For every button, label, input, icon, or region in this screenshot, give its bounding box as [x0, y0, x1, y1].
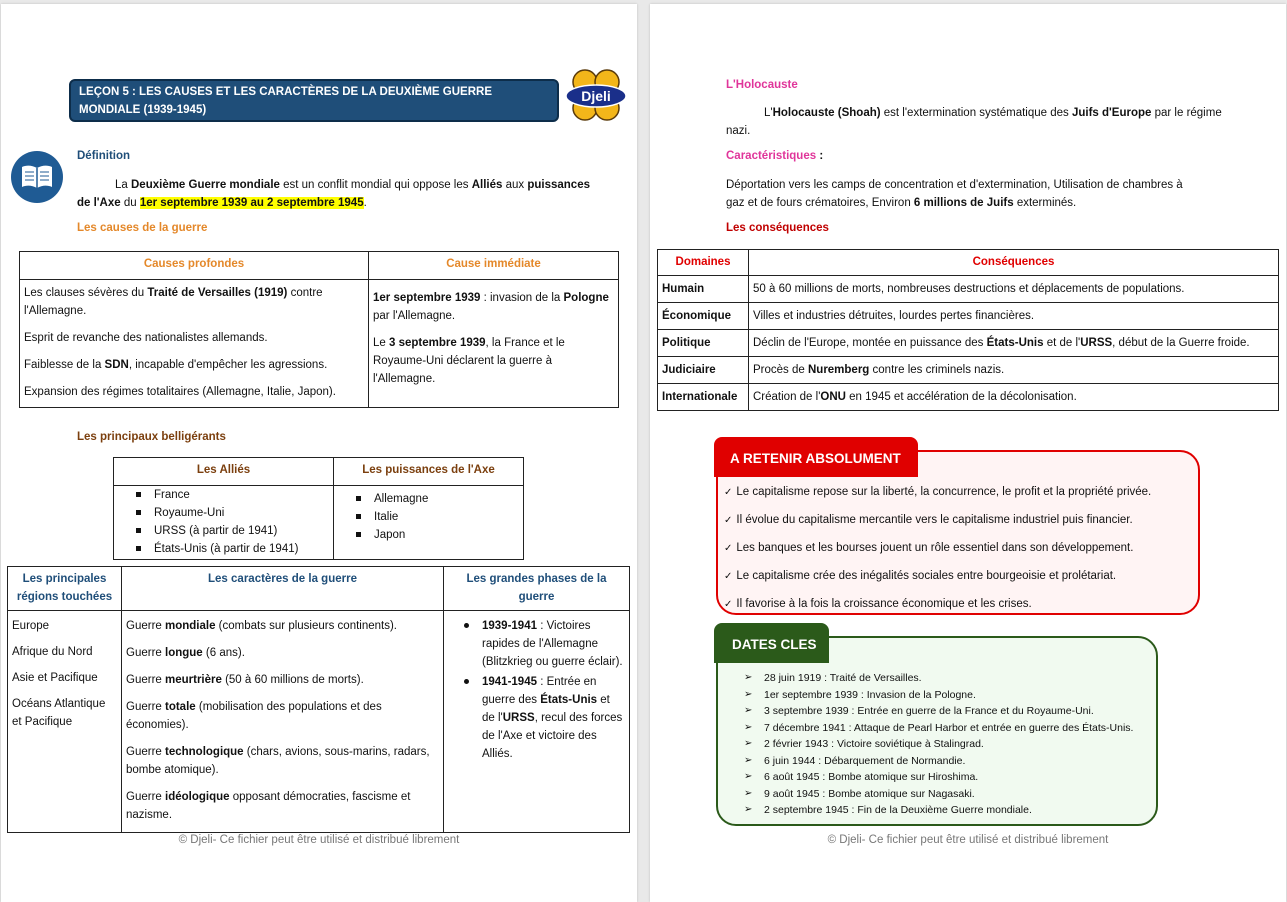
trait-prefix: Guerre: [126, 701, 165, 713]
consequence-part: Procès de: [753, 364, 808, 376]
retenir-text: Le capitalisme crée des inégalités sociales entre bourgeoisie et prolétariat.: [736, 570, 1117, 582]
trait-item: [126, 671, 439, 689]
djeli-logo: [563, 68, 629, 124]
axis-item: Allemagne: [334, 490, 523, 508]
date-item: ➢ 1er septembre 1939 : Invasion de la Pologne.: [744, 687, 1164, 704]
consequence-domain: Humain: [658, 276, 749, 303]
trait-item: [126, 698, 439, 734]
check-icon: ✓: [724, 543, 733, 554]
retenir-item: [724, 567, 1204, 586]
domains-col: Domaines: [658, 250, 749, 276]
date-item: ➢ 3 septembre 1939 : Entrée en guerre de la France et du Royaume-Uni.: [744, 703, 1164, 720]
consequence-domain: Judiciaire: [658, 357, 749, 384]
check-icon: ✓: [724, 487, 733, 498]
trait-item: [126, 743, 439, 779]
logo-text: Djeli: [581, 88, 611, 104]
retenir-text: Il évolue du capitalisme mercantile vers le capitalisme industriel puis financier.: [736, 514, 1133, 526]
lesson-title: LEÇON 5 : LES CAUSES ET LES CARACTÈRES DE LA DEUXIÈME GUERRE MONDIALE (1939-1945): [69, 79, 559, 122]
regions-cell: [8, 611, 122, 833]
regions-col: Les principales régions touchées: [8, 567, 122, 611]
axis-cell: [334, 486, 524, 560]
region-item: Asie et Pacifique: [12, 672, 98, 684]
footer: © Djeli- Ce fichier peut être utilisé et distribué librement: [178, 834, 460, 846]
consequence-domain: Politique: [658, 330, 749, 357]
check-icon: ✓: [724, 571, 733, 582]
region-item: Afrique du Nord: [12, 646, 93, 658]
consequence-part: Nuremberg: [807, 364, 870, 376]
immediate-cause-cell: 1er septembre 1939 : invasion de la Pologne par l'Allemagne. Le 3 septembre 1939, la France et le Royaume-Uni déclarent la guerre à l'Allemagne.: [369, 280, 619, 408]
definition-heading: Définition: [77, 150, 131, 162]
date-item: ➢ 2 février 1943 : Victoire soviétique à Stalingrad.: [744, 736, 1164, 753]
retenir-text: Les banques et les bourses jouent un rôle essentiel dans son développement.: [736, 542, 1134, 554]
consequences-col: Conséquences: [749, 250, 1279, 276]
consequence-text: [749, 384, 1279, 411]
trait-keyword: technologique: [165, 746, 244, 758]
consequence-row: [658, 303, 1279, 330]
retenir-item: [724, 539, 1204, 558]
consequence-domain: Internationale: [658, 384, 749, 411]
footer: © Djeli- Ce fichier peut être utilisé et distribué librement: [827, 834, 1109, 846]
consequence-text: [749, 330, 1279, 357]
traits-col: Les caractères de la guerre: [122, 567, 444, 611]
trait-keyword: idéologique: [165, 791, 230, 803]
trait-item: [126, 617, 439, 635]
phases-cell: [444, 611, 630, 833]
phases-col: Les grandes phases de la guerre: [444, 567, 630, 611]
trait-detail: (chars, avions, sous-marins, radars, bombe atomique).: [126, 746, 430, 776]
dates-list: [744, 670, 1164, 819]
axis-col: Les puissances de l'Axe: [334, 458, 524, 486]
belligerants-table: [113, 457, 524, 560]
causes-table: [19, 251, 619, 408]
trait-prefix: Guerre: [126, 674, 165, 686]
date-item: ➢ 28 juin 1919 : Traité de Versailles.: [744, 670, 1164, 687]
trait-keyword: totale: [165, 701, 196, 713]
caract-text: Déportation vers les camps de concentration et d'extermination, Utilisation de chambres à gaz et de fours crématoires, Environ 6 millions de Juifs exterminés.: [726, 179, 1183, 209]
check-icon: ✓: [724, 599, 733, 610]
causes-heading: Les causes de la guerre: [77, 222, 208, 234]
trait-item: [126, 644, 439, 662]
ally-item: France: [114, 486, 333, 504]
trait-prefix: Guerre: [126, 791, 165, 803]
book-icon: [11, 151, 63, 203]
causes-col-deep: Causes profondes: [20, 252, 369, 280]
consequence-part: Déclin de l'Europe, montée en puissance des: [753, 337, 987, 349]
ally-item: Royaume-Uni: [114, 504, 333, 522]
retenir-text: Il favorise à la fois la croissance économique et les crises.: [736, 598, 1032, 610]
axis-item: Italie: [334, 508, 523, 526]
retenir-item: [724, 511, 1204, 530]
trait-detail: (combats sur plusieurs continents).: [215, 620, 398, 632]
consequence-part: contre les criminels nazis.: [869, 364, 1005, 376]
page-left: [1, 4, 637, 902]
trait-prefix: Guerre: [126, 746, 165, 758]
trait-keyword: longue: [165, 647, 203, 659]
dates-title: DATES CLES: [714, 623, 829, 663]
consequences-table: [657, 249, 1279, 411]
consequence-part: URSS: [1080, 337, 1113, 349]
region-item: Europe: [12, 620, 50, 632]
deep-causes-cell: Les clauses sévères du Traité de Versailles (1919) contre l'Allemagne. Esprit de revanche des nationalistes allemands. Faiblesse de la SDN, incapable d'empêcher les agressions. Expansion des régimes totalitaires (Allemagne, Italie, Japon).: [20, 280, 369, 408]
trait-item: [126, 788, 439, 824]
ally-item: États-Unis (à partir de 1941): [114, 540, 333, 558]
consequence-part: , début de la Guerre froide.: [1112, 337, 1250, 349]
traits-cell: [122, 611, 444, 833]
date-item: ➢ 7 décembre 1941 : Attaque de Pearl Harbor et entrée en guerre des États-Unis.: [744, 720, 1164, 737]
consequence-row: [658, 330, 1279, 357]
consequence-part: États-Unis: [986, 337, 1044, 349]
date-item: ➢ 6 août 1945 : Bombe atomique sur Hiroshima.: [744, 769, 1164, 786]
date-highlight: 1er septembre 1939 au 2 septembre 1945: [139, 197, 364, 209]
consequence-part: en 1945 et accélération de la décolonisation.: [845, 391, 1077, 403]
consequences-heading: Les conséquences: [726, 222, 829, 234]
consequence-part: Création de l': [753, 391, 821, 403]
consequence-row: [658, 384, 1279, 411]
trait-prefix: Guerre: [126, 647, 165, 659]
consequence-part: ONU: [820, 391, 846, 403]
consequence-text: [749, 276, 1279, 303]
caract-heading: Caractéristiques :: [726, 150, 824, 162]
trait-keyword: meurtrière: [165, 674, 222, 686]
retenir-item: [724, 595, 1204, 614]
page-right: [650, 4, 1286, 902]
date-item: ➢ 9 août 1945 : Bombe atomique sur Nagasaki.: [744, 786, 1164, 803]
phase-item: 1941-1945 : Entrée en guerre des États-Unis et de l'URSS, recul des forces de l'Axe et victoire des Alliés.: [444, 673, 625, 763]
trait-detail: opposant démocraties, fascisme et nazisme.: [126, 791, 411, 821]
trait-detail: (6 ans).: [202, 647, 245, 659]
allies-cell: [114, 486, 334, 560]
consequence-row: [658, 276, 1279, 303]
consequence-part: 50 à 60 millions de morts, nombreuses destructions et déplacements de populations.: [753, 283, 1185, 295]
causes-col-immediate: Cause immédiate: [369, 252, 619, 280]
holocaust-heading: L'Holocauste: [726, 79, 798, 91]
date-item: ➢ 6 juin 1944 : Débarquement de Normandie.: [744, 753, 1164, 770]
trait-detail: (mobilisation des populations et des économies).: [126, 701, 382, 731]
consequence-domain: Économique: [658, 303, 749, 330]
definition-text: La Deuxième Guerre mondiale est un conflit mondial qui oppose les Alliés aux puissances de l'Axe du 1er septembre 1939 au 2 septembre 1945.: [77, 179, 590, 209]
date-item: ➢ 2 septembre 1945 : Fin de la Deuxième Guerre mondiale.: [744, 802, 1164, 819]
retenir-text: Le capitalisme repose sur la liberté, la concurrence, le profit et la propriété privée.: [736, 486, 1152, 498]
caracteres-table: [7, 566, 630, 833]
consequence-part: et de l': [1043, 337, 1081, 349]
trait-prefix: Guerre: [126, 620, 165, 632]
allies-col: Les Alliés: [114, 458, 334, 486]
check-icon: ✓: [724, 515, 733, 526]
retenir-list: [724, 483, 1204, 623]
phase-item: 1939-1941 : Victoires rapides de l'Allemagne (Blitzkrieg ou guerre éclair).: [444, 617, 625, 671]
ally-item: URSS (à partir de 1941): [114, 522, 333, 540]
holocaust-text: L'Holocauste (Shoah) est l'extermination systématique des Juifs d'Europe par le régime nazi.: [726, 107, 1222, 137]
consequence-part: Villes et industries détruites, lourdes pertes financières.: [753, 310, 1035, 322]
retenir-item: [724, 483, 1204, 502]
region-item: Océans Atlantique et Pacifique: [12, 698, 106, 728]
consequence-text: [749, 303, 1279, 330]
retenir-title: A RETENIR ABSOLUMENT: [714, 437, 918, 477]
consequence-text: [749, 357, 1279, 384]
trait-detail: (50 à 60 millions de morts).: [221, 674, 364, 686]
axis-item: Japon: [334, 526, 523, 544]
belligerants-heading: Les principaux belligérants: [77, 431, 226, 443]
consequence-row: [658, 357, 1279, 384]
trait-keyword: mondiale: [165, 620, 216, 632]
